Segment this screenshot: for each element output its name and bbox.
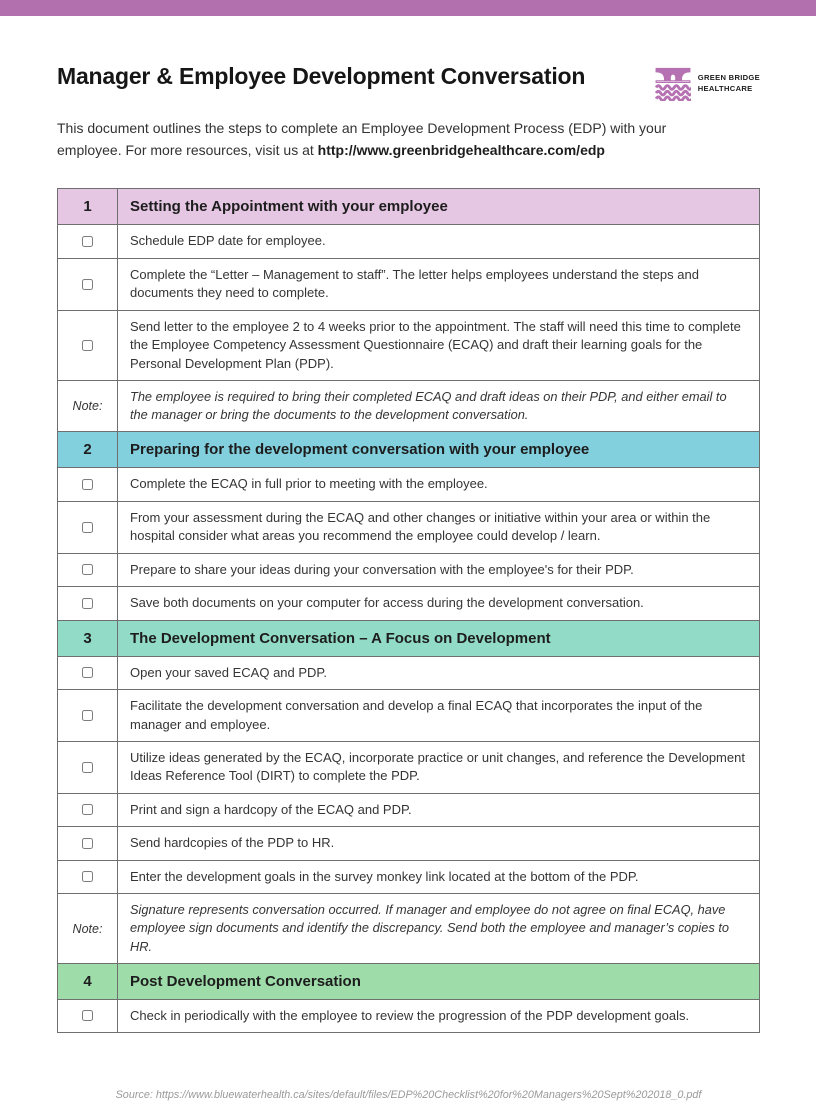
section-title: Post Development Conversation — [118, 963, 760, 999]
page-title: Manager & Employee Development Conversation — [57, 63, 586, 89]
checkbox-cell — [58, 587, 118, 620]
task-checkbox[interactable] — [82, 279, 93, 290]
checkbox-cell — [58, 225, 118, 258]
task-row — [58, 656, 760, 689]
task-text: Enter the development goals in the survey monkey link located at the bottom of the PDP. — [118, 860, 760, 893]
task-text: Complete the ECAQ in full prior to meeting with the employee. — [118, 468, 760, 501]
task-text: Prepare to share your ideas during your conversation with the employee's for their PDP. — [118, 553, 760, 586]
checkbox-cell — [58, 310, 118, 380]
document-header — [57, 63, 760, 101]
task-checkbox[interactable] — [82, 667, 93, 678]
task-checkbox[interactable] — [82, 236, 93, 247]
section-2-header — [58, 432, 760, 468]
section-number: 4 — [58, 963, 118, 999]
section-3-header — [58, 620, 760, 656]
task-checkbox[interactable] — [82, 598, 93, 609]
task-row — [58, 827, 760, 860]
logo-line2: HEALTHCARE — [697, 84, 753, 93]
task-row — [58, 999, 760, 1032]
section-title: Setting the Appointment with your employee — [118, 189, 760, 225]
task-text: Check in periodically with the employee to review the progression of the PDP development goals. — [118, 999, 760, 1032]
checkbox-cell — [58, 468, 118, 501]
checkbox-cell — [58, 742, 118, 794]
task-row — [58, 793, 760, 826]
checkbox-cell — [58, 553, 118, 586]
task-text: Open your saved ECAQ and PDP. — [118, 656, 760, 689]
section-title: Preparing for the development conversation with your employee — [118, 432, 760, 468]
section-title: The Development Conversation – A Focus on Development — [118, 620, 760, 656]
checkbox-cell — [58, 860, 118, 893]
company-logo — [655, 65, 760, 101]
checkbox-cell — [58, 501, 118, 553]
note-row — [58, 381, 760, 432]
section-number: 1 — [58, 189, 118, 225]
note-text: The employee is required to bring their completed ECAQ and draft ideas on their PDP, and either email to the manager or bring the documents to the development conversation. — [118, 381, 760, 432]
top-accent-bar — [0, 0, 816, 16]
task-text: Facilitate the development conversation and develop a final ECAQ that incorporates the input of the manager and employee. — [118, 690, 760, 742]
task-text: Schedule EDP date for employee. — [118, 225, 760, 258]
task-checkbox[interactable] — [82, 479, 93, 490]
task-text: Send hardcopies of the PDP to HR. — [118, 827, 760, 860]
task-row — [58, 310, 760, 380]
task-row — [58, 860, 760, 893]
task-text: Send letter to the employee 2 to 4 weeks prior to the appointment. The staff will need this time to complete the Employee Competency Assessment Questionnaire (ECAQ) and draft their learning goals for the Personal Development Plan (PDP). — [118, 310, 760, 380]
task-row — [58, 553, 760, 586]
task-checkbox[interactable] — [82, 871, 93, 882]
task-checkbox[interactable] — [82, 838, 93, 849]
task-checkbox[interactable] — [82, 1010, 93, 1021]
intro-text: This document outlines the steps to complete an Employee Development Process (EDP) with your employee. For more resources, visit us at — [57, 120, 667, 158]
task-checkbox[interactable] — [82, 522, 93, 533]
task-row — [58, 258, 760, 310]
logo-line1: GREEN BRIDGE — [697, 73, 760, 82]
task-row — [58, 225, 760, 258]
section-4-header — [58, 963, 760, 999]
note-label: Note: — [58, 894, 118, 963]
note-row — [58, 894, 760, 963]
note-text: Signature represents conversation occurred. If manager and employee do not agree on final ECAQ, have employee sign documents and identify the discrepancy. Send both the employee and manager’s copies to HR. — [118, 894, 760, 963]
source-citation: Source: https://www.bluewaterhealth.ca/sites/default/files/EDP%20Checklist%20for%20Managers%20Sept%202018_0.pdf — [115, 1089, 702, 1101]
task-checkbox[interactable] — [82, 340, 93, 351]
task-text: Utilize ideas generated by the ECAQ, incorporate practice or unit changes, and reference the Development Ideas Reference Tool (DIRT) to complete the PDP. — [118, 742, 760, 794]
task-text: Print and sign a hardcopy of the ECAQ and PDP. — [118, 793, 760, 826]
task-checkbox[interactable] — [82, 710, 93, 721]
checkbox-cell — [58, 690, 118, 742]
bridge-waves-icon — [655, 65, 691, 101]
section-number: 3 — [58, 620, 118, 656]
intro-paragraph — [57, 118, 669, 161]
checkbox-cell — [58, 656, 118, 689]
task-row — [58, 587, 760, 620]
checkbox-cell — [58, 999, 118, 1032]
task-row — [58, 690, 760, 742]
document-body — [0, 63, 816, 1101]
task-row — [58, 468, 760, 501]
note-label: Note: — [58, 381, 118, 432]
checklist-table — [57, 188, 760, 1033]
task-text: Complete the “Letter – Management to staff”. The letter helps employees understand the steps and documents they need to complete. — [118, 258, 760, 310]
task-text: From your assessment during the ECAQ and other changes or initiative within your area or within the hospital consider what areas you recommend the employee could develop / learn. — [118, 501, 760, 553]
logo-text — [698, 72, 760, 94]
task-checkbox[interactable] — [82, 762, 93, 773]
task-checkbox[interactable] — [82, 804, 93, 815]
checkbox-cell — [58, 793, 118, 826]
task-row — [58, 501, 760, 553]
section-1-header — [58, 189, 760, 225]
checkbox-cell — [58, 258, 118, 310]
section-number: 2 — [58, 432, 118, 468]
task-row — [58, 742, 760, 794]
task-text: Save both documents on your computer for access during the development conversation. — [118, 587, 760, 620]
task-checkbox[interactable] — [82, 564, 93, 575]
checkbox-cell — [58, 827, 118, 860]
edp-url-link[interactable]: http://www.greenbridgehealthcare.com/edp — [317, 141, 605, 158]
